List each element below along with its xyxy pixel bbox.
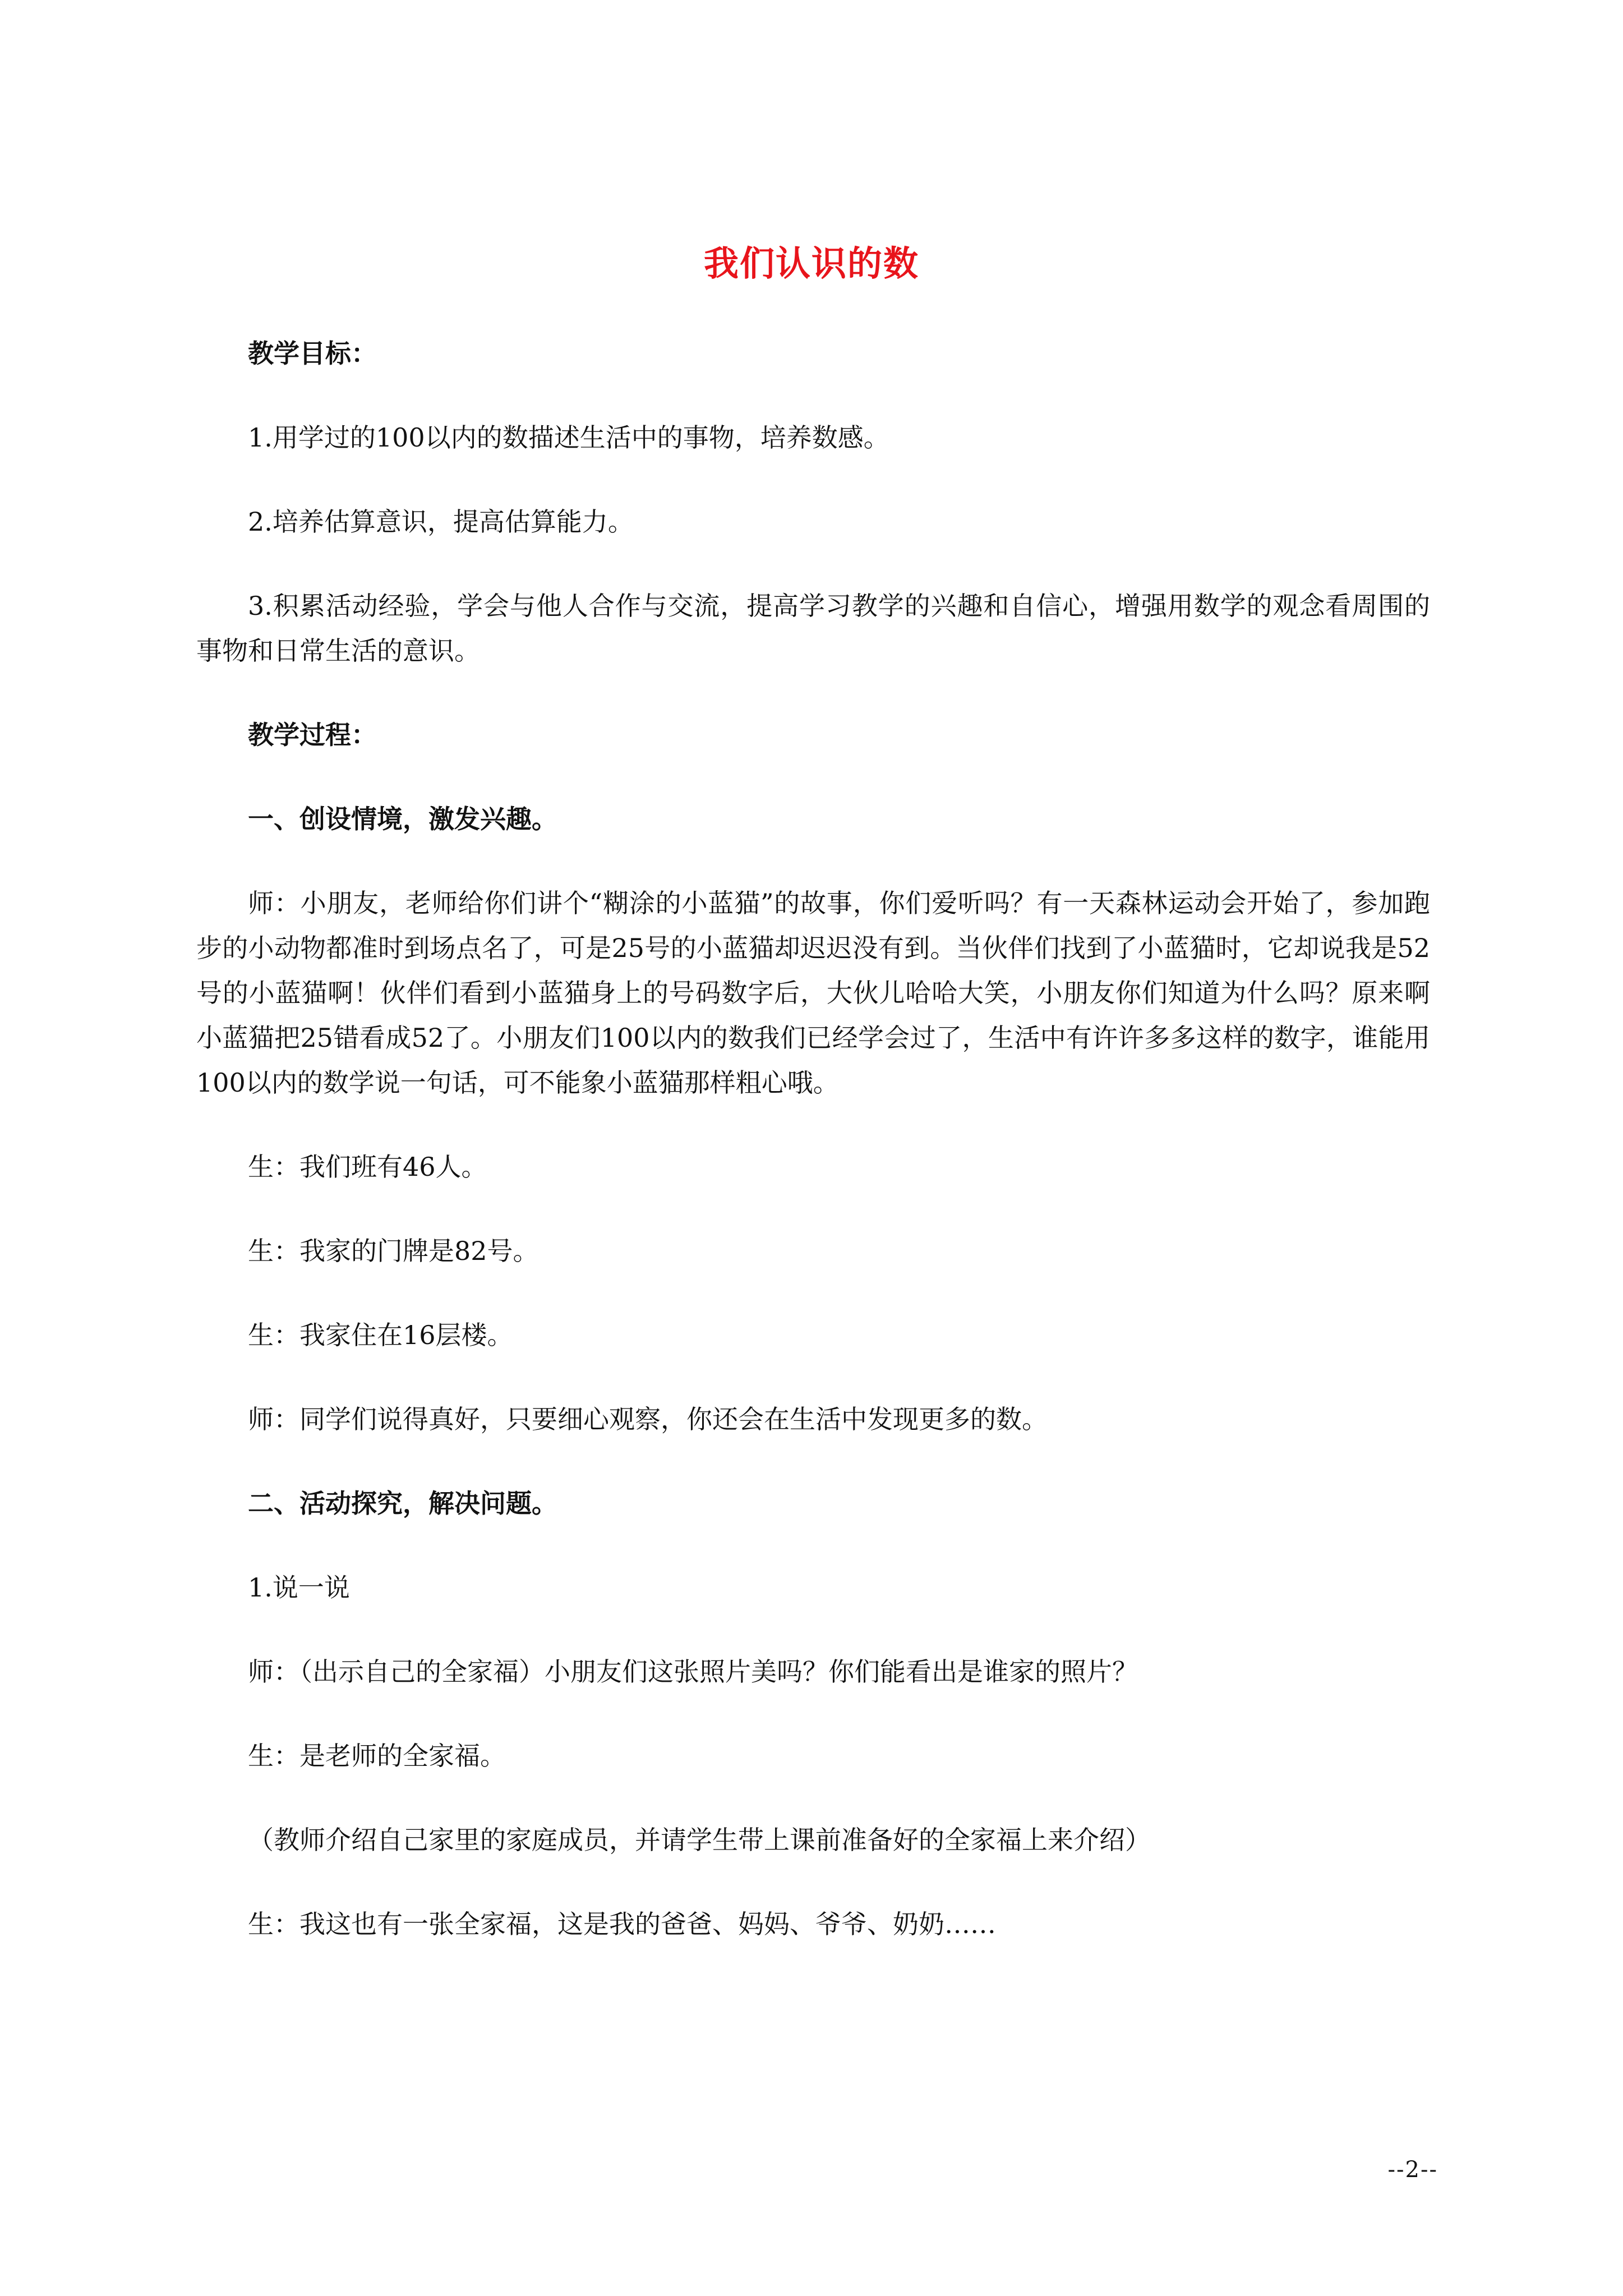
teacher-summary: 师：同学们说得真好，只要细心观察，你还会在生活中发现更多的数。 [248,1404,1048,1434]
section-heading-process: 教学过程： [248,720,377,750]
page-number: --2-- [1387,2157,1438,2183]
teacher-story-paragraph: 师：小朋友，老师给你们讲个“糊涂的小蓝猫”的故事，你们爱听吗？有一天森林运动会开始了，参加跑步的小动物都准时到场点名了，可是25号的小蓝猫却迟迟没有到。当伙伴们找到了小蓝猫时，它却说我是52号的小蓝猫啊！伙伴们看到小蓝猫身上的号码数字后，大伙儿哈哈大笑，小朋友你们知道为什么吗？原来啊小蓝猫把25错看成52了。小朋友们100以内的数我们已经学会过了，生活中有许许多多这样的数字，谁能用100以内的数学说一句话，可不能象小蓝猫那样粗心哦。 [196,888,1430,1098]
student-answer-1: 生：我们班有46人。 [248,1152,487,1182]
objective-2: 2.培养估算意识，提高估算能力。 [248,507,634,537]
objective-3: 3.积累活动经验，学会与他人合作与交流，提高学习教学的兴趣和自信心，增强用数学的观念看周围的事物和日常生活的意识。 [196,591,1430,666]
subsection-heading-1: 一、创设情境，激发兴趣。 [248,804,557,834]
teacher-photo-question: 师：（出示自己的全家福）小朋友们这张照片美吗？你们能看出是谁家的照片？ [248,1657,1138,1687]
document-body [196,331,1430,1986]
student-photo-answer: 生：是老师的全家福。 [248,1741,506,1771]
document-title: 我们认识的数 [703,243,919,284]
student-family-intro: 生：我这也有一张全家福，这是我的爸爸、妈妈、爷爷、奶奶…… [248,1909,996,1939]
subsection-heading-2: 二、活动探究，解决问题。 [248,1488,557,1519]
student-answer-2: 生：我家的门牌是82号。 [248,1236,539,1266]
activity-1-heading: 1.说一说 [248,1572,350,1603]
student-answer-3: 生：我家住在16层楼。 [248,1320,513,1350]
objective-1: 1.用学过的100以内的数描述生活中的事物，培养数感。 [248,422,889,453]
teacher-instruction: （教师介绍自己家里的家庭成员，并请学生带上课前准备好的全家福上来介绍） [248,1825,1151,1855]
section-heading-objectives: 教学目标： [248,338,377,369]
